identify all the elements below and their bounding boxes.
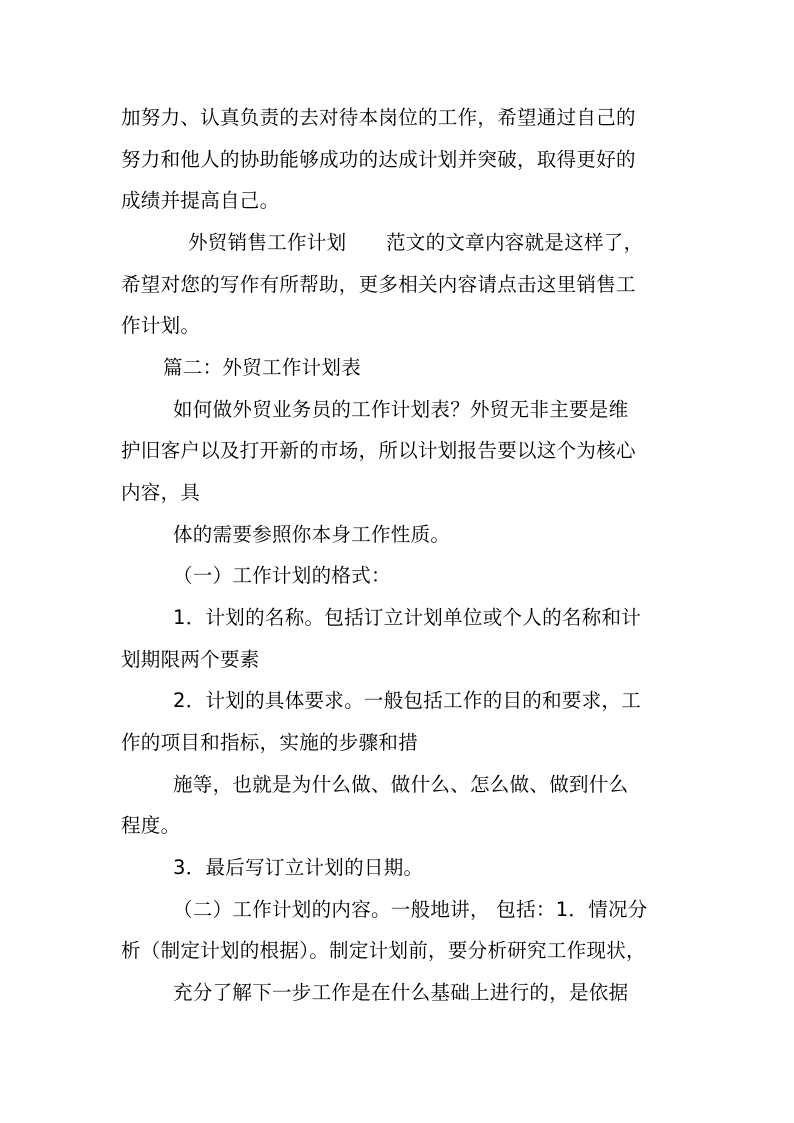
text-line-4: 外贸销售工作计划 范文的文章内容就是这样了， (188, 231, 644, 254)
text-line-22: 充分了解下一步工作是在什么基础上进行的，是依据 (173, 981, 629, 1004)
text-line-2: 努力和他人的协助能够成功的达成计划并突破，取得更好的 (121, 148, 636, 171)
text-line-14: 划期限两个要素 (121, 648, 260, 671)
text-line-9: 护旧客户以及打开新的市场，所以计划报告要以这个为核心 (121, 439, 636, 462)
text-line-19: 3．最后写订立计划的日期。 (173, 856, 424, 879)
text-line-8: 如何做外贸业务员的工作计划表？外贸无非主要是维 (173, 398, 629, 421)
text-line-11: 体的需要参照你本身工作性质。 (173, 523, 451, 546)
text-line-17: 施等，也就是为什么做、做什么、怎么做、做到什么 (173, 773, 629, 796)
text-line-1: 加努力、认真负责的去对待本岗位的工作，希望通过自己的 (121, 106, 636, 129)
text-line-16: 作的项目和指标，实施的步骤和措 (121, 731, 419, 754)
text-line-13: 1．计划的名称。包括订立计划单位或个人的名称和计 (173, 606, 642, 629)
text-line-3: 成绩并提高自己。 (121, 189, 280, 212)
text-line-20: （二）工作计划的内容。一般地讲， 包括：1．情况分 (173, 898, 648, 921)
text-line-5: 希望对您的写作有所帮助，更多相关内容请点击这里销售工 (121, 273, 636, 296)
section-heading: 篇二：外贸工作计划表 (163, 356, 362, 379)
text-line-21: 析（制定计划的根据）。制定计划前，要分析研究工作现状， (121, 939, 646, 962)
text-line-10: 内容，具 (121, 481, 201, 504)
text-line-12: （一）工作计划的格式： (173, 564, 391, 587)
text-line-15: 2．计划的具体要求。一般包括工作的目的和要求，工 (173, 689, 642, 712)
text-line-18: 程度。 (121, 814, 181, 837)
text-line-6: 作计划。 (121, 314, 201, 337)
